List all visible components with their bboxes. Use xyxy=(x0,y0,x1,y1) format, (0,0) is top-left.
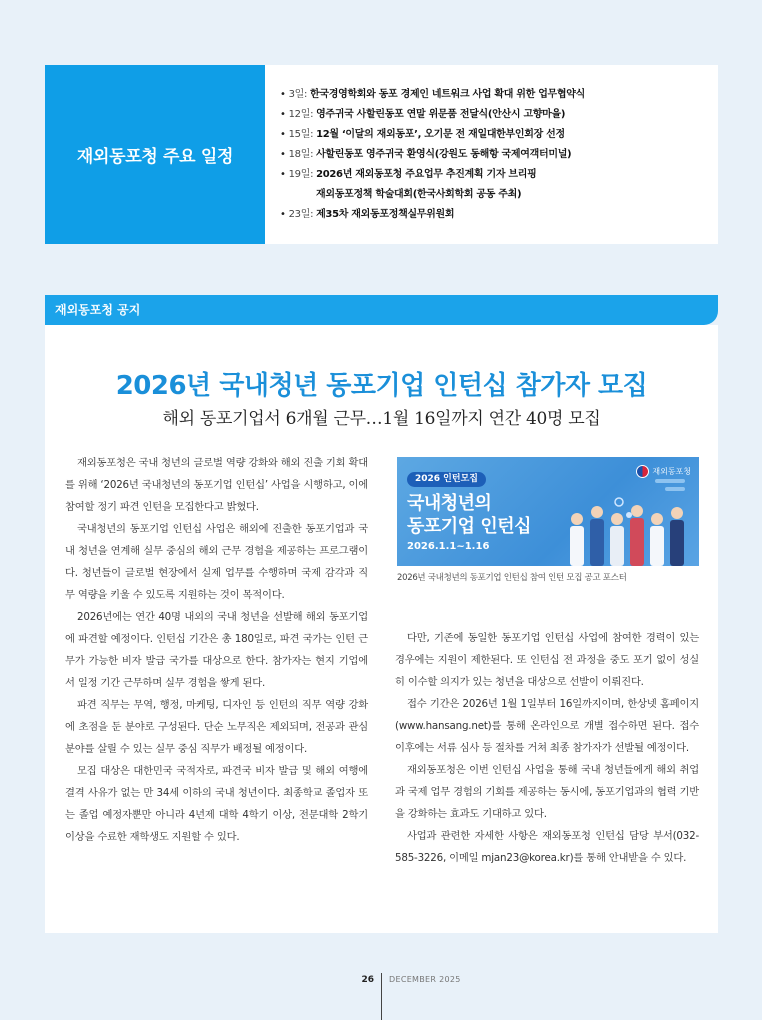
bullet-icon: • xyxy=(280,149,286,160)
poster-dates: 2026.1.1~1.16 xyxy=(407,541,490,552)
article-paragraph: 모집 대상은 대한민국 국적자로, 파견국 비자 발급 및 해외 여행에 결격 사유가 없는 만 34세 이하의 국내 청년이다. 최종학교 졸업자 또는 졸업 예정자뿐만 아니라 4년제 대학 4학기 이상, 전문대학 2학기 이상을 수료한 재학생도 지원할 수 있다. xyxy=(65,765,368,843)
schedule-item xyxy=(280,145,585,165)
article-left-column xyxy=(65,452,368,848)
bullet-icon: • xyxy=(280,89,286,100)
page-number: 26 xyxy=(361,975,374,985)
poster-title-line1: 국내청년의 xyxy=(407,493,492,514)
article-paragraph: 재외동포청은 국내 청년의 글로벌 역량 강화와 해외 진출 기회 확대를 위해 ‘2026년 국내청년의 동포기업 인턴십’ 사업을 시행하고, 이에 참여할 정기 파견 인턴을 모집한다고 밝혔다. xyxy=(65,457,368,513)
schedule-event: 사할린동포 영주귀국 환영식(강원도 동해항 국제여객터미널) xyxy=(316,149,572,160)
poster-title-line2: 동포기업 인턴십 xyxy=(407,516,531,537)
intern-recruitment-poster xyxy=(397,457,699,566)
schedule-day: 3일: xyxy=(288,89,308,100)
schedule-item xyxy=(280,165,585,205)
poster-logo xyxy=(636,465,691,478)
bullet-icon: • xyxy=(280,129,286,140)
notice-article xyxy=(45,325,718,933)
taegeuk-logo-icon xyxy=(636,465,649,478)
schedule-day: 18일: xyxy=(288,149,314,160)
schedule-box xyxy=(45,65,718,244)
article-paragraph: 재외동포청은 이번 인턴십 사업을 통해 국내 청년들에게 해외 취업과 국제 업무 경험의 기회를 제공하는 동시에, 동포기업과의 협력 기반을 강화하는 효과도 기대하고 있다. xyxy=(395,764,699,820)
schedule-event: 12월 ‘이달의 재외동포’, 오기문 전 재일대한부인회장 선정 xyxy=(316,129,565,140)
schedule-day: 12일: xyxy=(288,109,314,120)
section-label: 재외동포청 공지 xyxy=(45,295,718,325)
footer-divider xyxy=(381,973,382,1020)
schedule-item xyxy=(280,85,585,105)
bullet-icon: • xyxy=(280,209,286,220)
schedule-title: 재외동포청 주요 일정 xyxy=(45,65,265,244)
article-paragraph: 사업과 관련한 자세한 사항은 재외동포청 인턴십 담당 부서(032-585-3226, 이메일 mjan23@korea.kr)를 통해 안내받을 수 있다. xyxy=(395,830,699,864)
schedule-day: 19일: xyxy=(288,169,314,180)
schedule-item xyxy=(280,105,585,125)
schedule-event: 2026년 재외동포청 주요업무 추진계획 기자 브리핑 xyxy=(316,169,537,180)
poster-badge: 2026 인턴모집 xyxy=(407,472,486,487)
article-subhead: 해외 동포기업서 6개월 근무…1월 16일까지 연간 40명 모집 xyxy=(162,409,601,429)
schedule-list xyxy=(265,65,585,244)
schedule-day: 23일: xyxy=(288,209,314,220)
issue-label: DECEMBER 2025 xyxy=(389,975,461,984)
article-paragraph: 파견 직무는 무역, 행정, 마케팅, 디자인 등 인턴의 직무 역량 강화에 초점을 둔 분야로 구성된다. 단순 노무직은 제외되며, 전공과 관심 분야를 살릴 수 있는 실무 중심 직무가 배정될 예정이다. xyxy=(65,699,368,755)
schedule-event-second-line: 재외동포정책 학술대회(한국사회학회 공동 주최) xyxy=(316,189,522,200)
bullet-icon: • xyxy=(280,109,286,120)
poster-caption: 2026년 국내청년의 동포기업 인턴십 참여 인턴 모집 공고 포스터 xyxy=(397,573,627,583)
article-paragraph: 2026년에는 연간 40명 내외의 국내 청년을 선발해 해외 동포기업에 파견할 예정이다. 인턴십 기간은 총 180일로, 파견 국가는 인턴 근무가 가능한 비자 발급 국가를 대상으로 한다. 참가자는 현지 기업에서 일정 기간 근무하며 실무 경험을 쌓게 된다. xyxy=(65,611,368,689)
schedule-event: 한국경영학회와 동포 경제인 네트워크 사업 확대 위한 업무협약식 xyxy=(310,89,585,100)
schedule-event: 제35차 재외동포정책실무위원회 xyxy=(316,209,455,220)
article-paragraph: 접수 기간은 2026년 1월 1일부터 16일까지이며, 한상넷 홈페이지(www.hansang.net)를 통해 온라인으로 개별 접수하면 된다. 접수 이후에는 서류 심사 등 절차를 거쳐 최종 참가자가 선발될 예정이다. xyxy=(395,698,699,754)
article-right-column xyxy=(395,627,699,869)
schedule-item xyxy=(280,125,585,145)
schedule-item xyxy=(280,205,585,225)
bullet-icon: • xyxy=(280,169,286,180)
article-paragraph: 다만, 기존에 동일한 동포기업 인턴십 사업에 참여한 경력이 있는 경우에는 지원이 제한된다. 또 인턴십 전 과정을 중도 포기 없이 성실히 이수할 의지가 있는 청년을 대상으로 선발이 이뤄진다. xyxy=(395,632,699,688)
article-headline: 2026년 국내청년 동포기업 인턴십 참가자 모집 xyxy=(115,371,648,401)
schedule-day: 15일: xyxy=(288,129,314,140)
poster-logo-text: 재외동포청 xyxy=(652,467,691,476)
schedule-event: 영주귀국 사할린동포 연말 위문품 전달식(안산시 고향마을) xyxy=(316,109,566,120)
article-paragraph: 국내청년의 동포기업 인턴십 사업은 해외에 진출한 동포기업과 국내 청년을 연계해 실무 중심의 해외 근무 경험을 제공하는 프로그램이다. 청년들이 글로벌 현장에서 실제 업무를 수행하며 국제 감각과 직무 역량을 키울 수 있도록 지원하는 것이 목적이다. xyxy=(65,523,368,601)
